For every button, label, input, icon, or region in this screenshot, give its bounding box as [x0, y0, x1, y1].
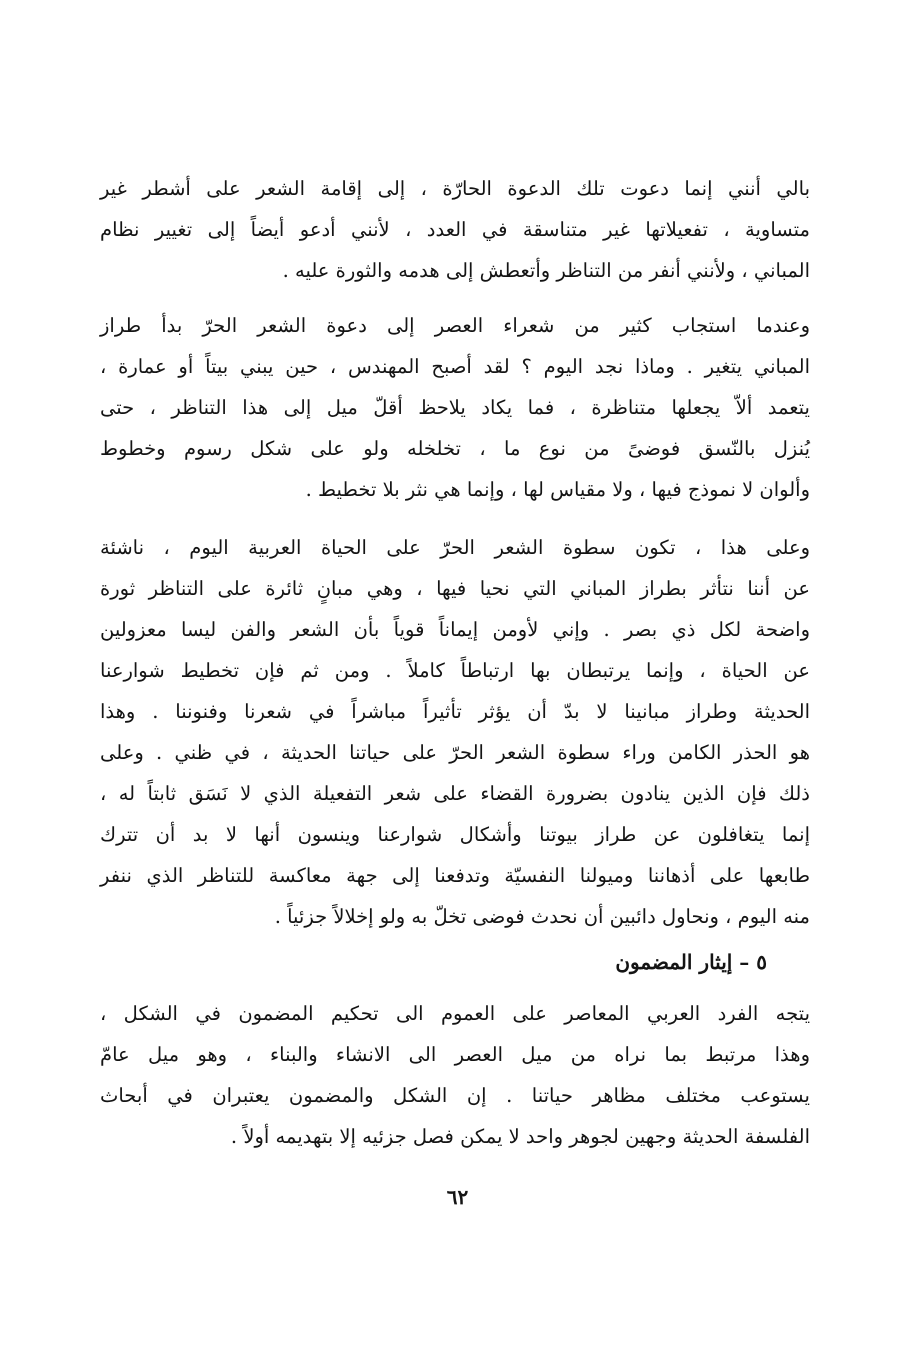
text-line: إنما يتغافلون عن طراز بيوتنا وأشكال شوارعنا وينسون أنها لا بد أن تترك	[100, 823, 810, 846]
text-line: وهذا مرتبط بما نراه من ميل العصر الى الانشاء والبناء ، وهو ميل عامّ	[100, 1043, 810, 1066]
text-line: متساوية ، تفعيلاتها غير متناسقة في العدد ، لأنني أدعو أيضاً إلى تغيير نظام	[100, 218, 810, 241]
text-line: يستوعب مختلف مظاهر حياتنا . إن الشكل والمضمون يعتبران في أبحاث	[100, 1084, 810, 1107]
text-line: عن الحياة ، وإنما يرتبطان بها ارتباطاً كاملاً . ومن ثم فإن تخطيط شوارعنا	[100, 659, 810, 682]
text-line: وعندما استجاب كثير من شعراء العصر إلى دعوة الشعر الحرّ بدأ طراز	[100, 314, 810, 337]
text-line: منه اليوم ، ونحاول دائبين أن نحدث فوضى تخلّ به ولو إخلالاً جزئياً .	[274, 905, 810, 928]
text-line: المباني يتغير . وماذا نجد اليوم ؟ لقد أصبح المهندس ، حين يبني بيتاً أو عمارة ،	[100, 355, 810, 378]
text-line: الحديثة وطراز مبانينا لا بدّ أن يؤثر تأثيراً مباشراً في شعرنا وفنوننا . وهذا	[100, 700, 810, 723]
text-line: وألوان لا نموذج فيها ، ولا مقياس لها ، وإنما هي نثر بلا تخطيط .	[305, 478, 810, 501]
paragraph	[100, 305, 810, 510]
text-line: بالي أنني إنما دعوت تلك الدعوة الحارّة ، إلى إقامة الشعر على أشطر غير	[100, 177, 810, 200]
paragraph	[100, 527, 810, 937]
text-line: وعلى هذا ، تكون سطوة الشعر الحرّ على الحياة العربية اليوم ، ناشئة	[100, 536, 810, 559]
text-line: هو الحذر الكامن وراء سطوة الشعر الحرّ على حياتنا الحديثة ، في ظني . وعلى	[100, 741, 810, 764]
text-line: ذلك فإن الذين ينادون بضرورة القضاء على شعر التفعيلة الذي لا نَسَق ثابتاً له ،	[100, 782, 810, 805]
text-line: المباني ، ولأنني أنفر من التناظر وأتعطش إلى هدمه والثورة عليه .	[282, 259, 810, 282]
page-number: ٦٢	[446, 1185, 469, 1209]
text-line: طابعها على أذهاننا وميولنا النفسيّة وتدفعنا إلى جهة معاكسة للتناظر الذي ننفر	[100, 864, 810, 887]
text-line: عن أننا نتأثر بطراز المباني التي نحيا فيها ، وهي مبانٍ ثائرة على التناظر ثورة	[100, 577, 810, 600]
paragraph	[100, 993, 810, 1157]
paragraph	[100, 168, 810, 291]
text-line: واضحة لكل ذي بصر . وإني لأومن إيماناً قوياً بأن الشعر والفن ليسا معزولين	[100, 618, 810, 641]
text-line: يتعمد ألاّ يجعلها متناظرة ، فما يكاد يلاحظ أقلّ ميل إلى هذا التناظر ، حتى	[100, 396, 810, 419]
text-line: يُنزل بالنّسق فوضىً من نوع ما ، تخلخله ولو على شكل رسوم وخطوط	[100, 437, 810, 460]
text-line: الفلسفة الحديثة وجهين لجوهر واحد لا يمكن فصل جزئيه إلا بتهديمه أولاً .	[230, 1125, 810, 1148]
text-line: يتجه الفرد العربي المعاصر على العموم الى تحكيم المضمون في الشكل ،	[100, 1002, 810, 1025]
section-heading: ٥ – إيثار المضمون	[615, 950, 767, 974]
